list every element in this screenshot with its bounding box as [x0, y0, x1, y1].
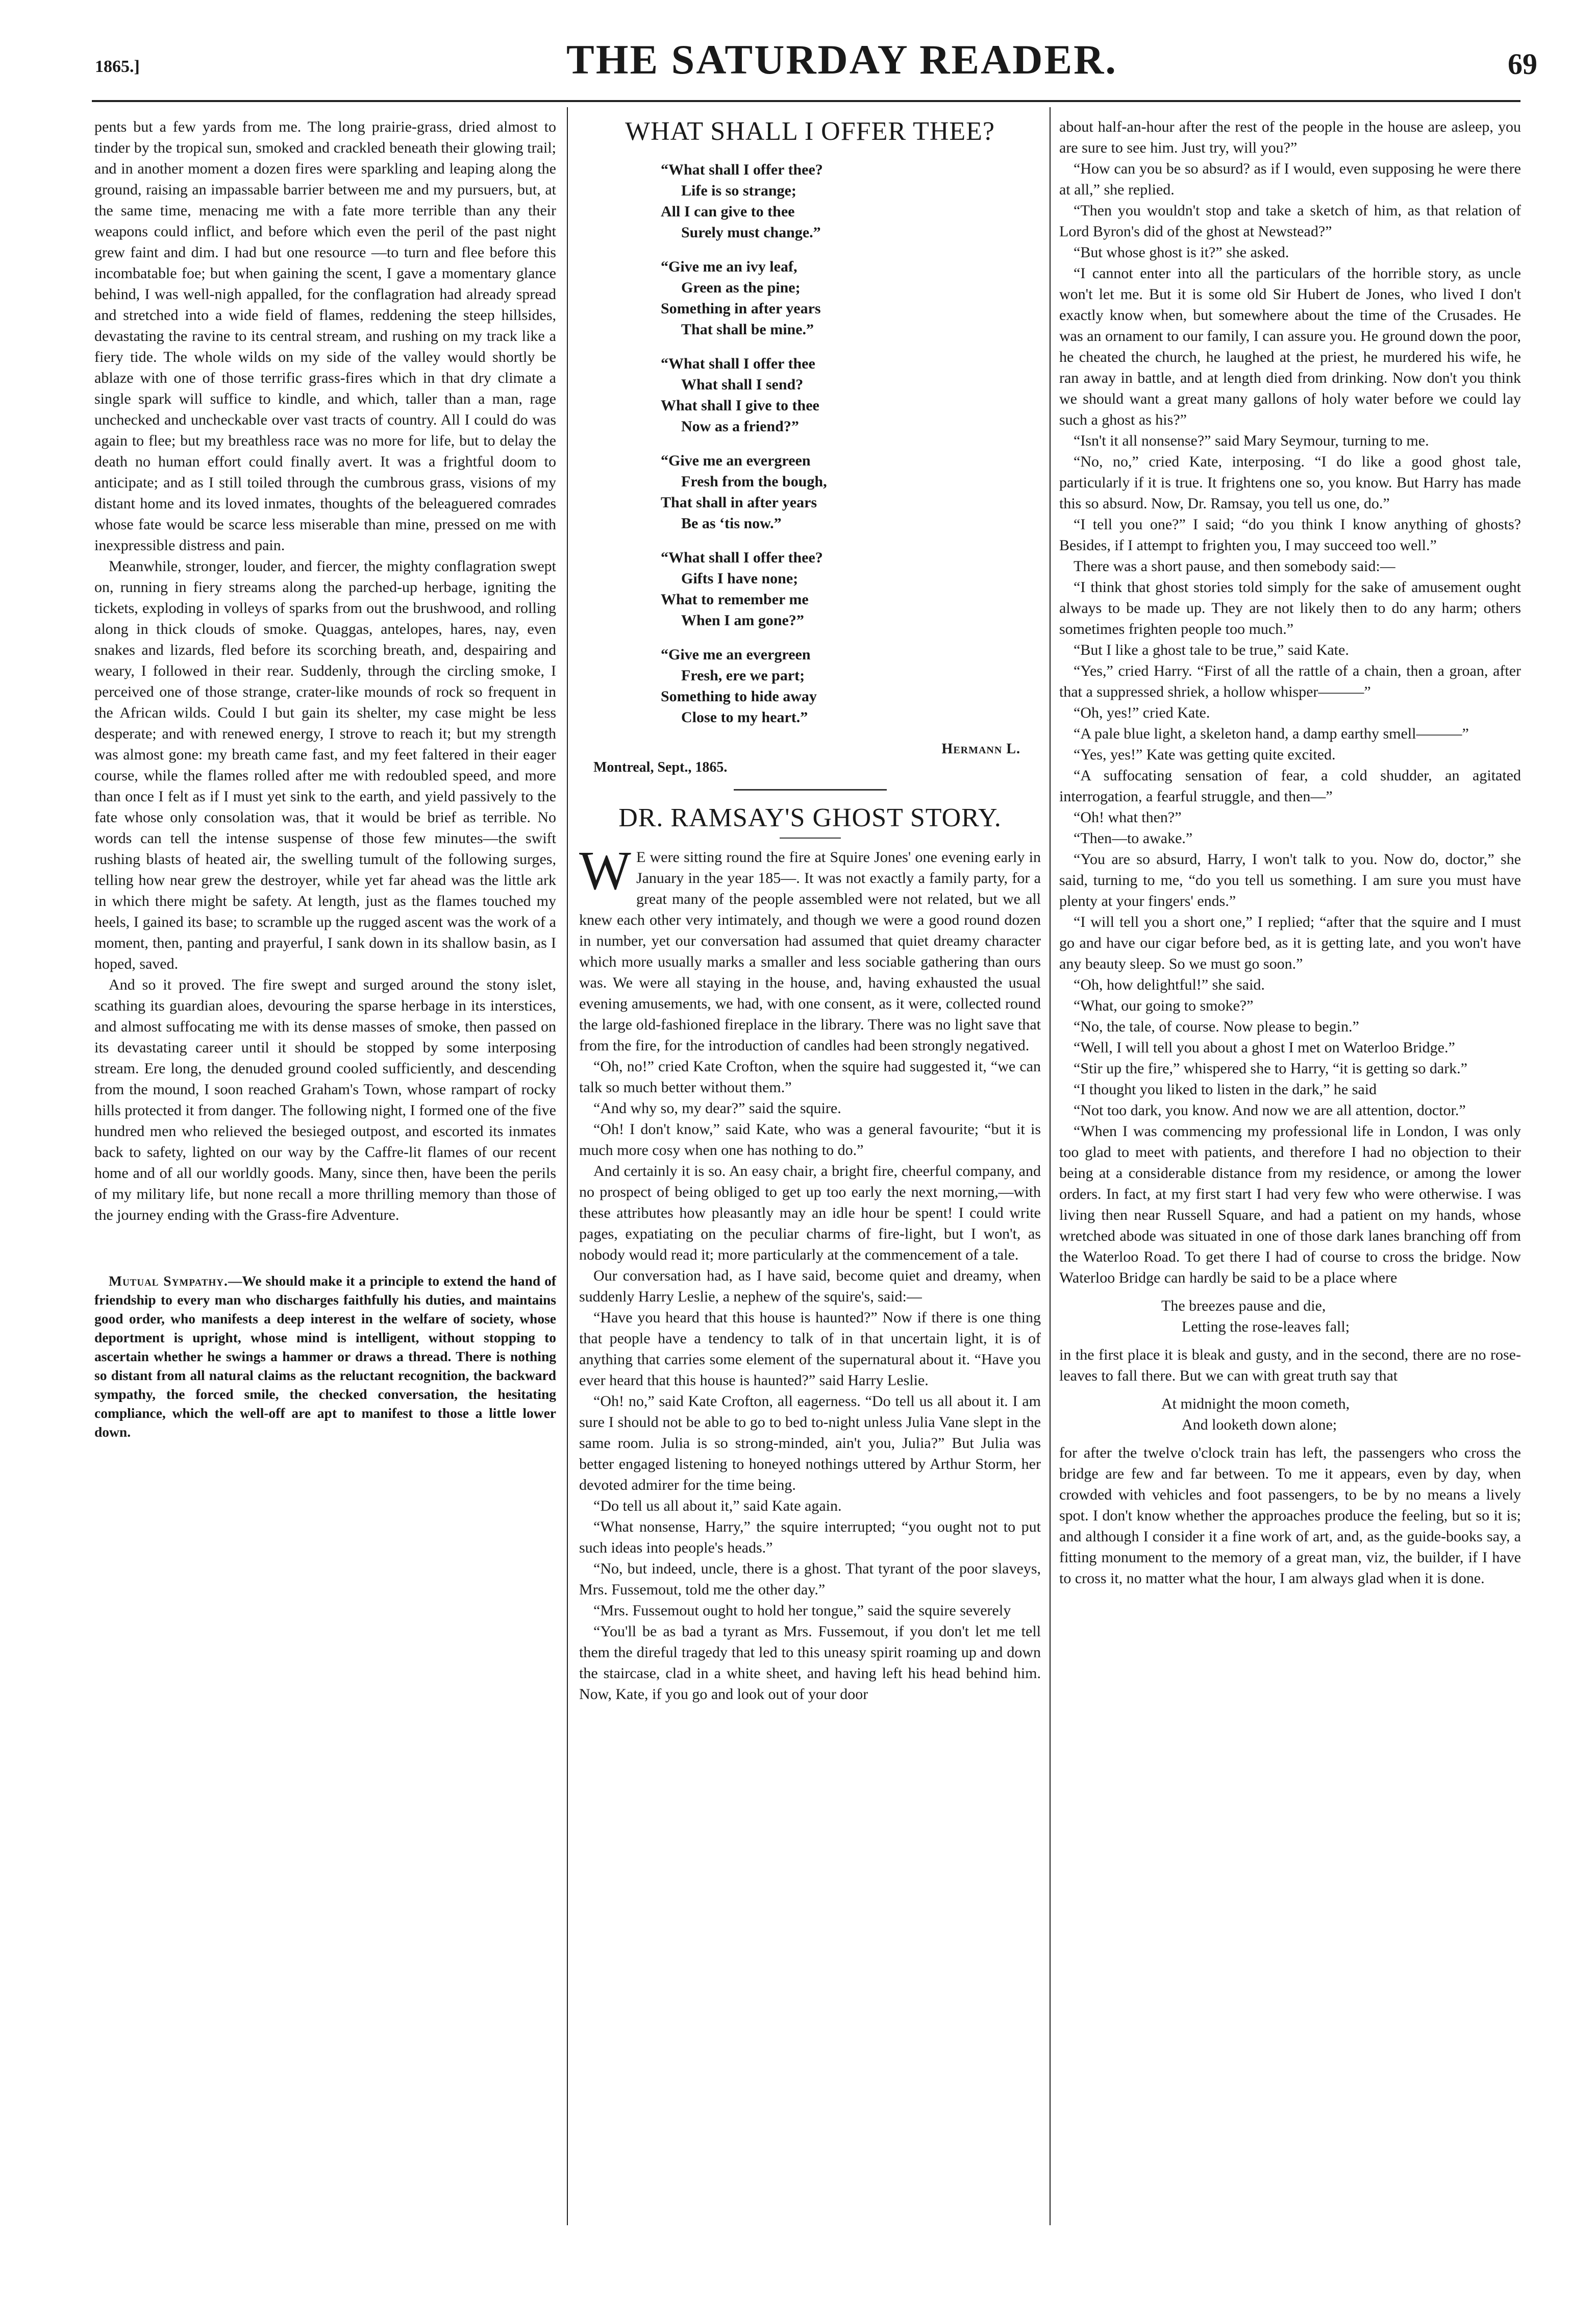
story-paragraph: “Well, I will tell you about a ghost I met on Waterloo Bridge.”: [1074, 1039, 1455, 1056]
story-paragraph: “Oh, no!” cried Kate Crofton, when the squire had suggested it, “we can talk so much better without them.”: [579, 1058, 1041, 1096]
column-divider: [1050, 107, 1051, 2225]
story-paragraph: “And why so, my dear?” said the squire.: [593, 1100, 841, 1117]
grassfire-paragraph: pents but a few yards from me. The long prairie-grass, dried almost to tinder by the tropical sun, smoked and crackled beneath their glowing trail; and in another moment a dozen fires were sparkling and leaping along the ground, raising an impassable barrier between me and my pursuers, but, at the same time, menacing me with a fate more terrible than any their weapons could inflict, and before which even the peril of the past night grew faint and dim. I had but one resource —to turn and flee before this incombatable foe; but when gaining the scent, I gave a momentary glance behind, I was well-nigh appalled, for the conflagration had already spread and stretched into a wide field of flames, reddening the steep hillsides, devastating the ravine to its central stream, and rushing on my track like a fiery tide. The whole wilds on my side of the valley would shortly be ablaze with one of those terrific grass-fires which in that dry climate a single spark will suffice to kindle, and which, taller than a man, rage unchecked and uncheckable over vast tracts of country. All I could do was again to flee; but my breathless race was no more for life, but to delay the death no human effort could finally avert. It was a frightful doom to anticipate; and as I still toiled through the cumbrous grass, visions of my distant home and its loved inmates, thoughts of the beleaguered comrades whose fate would be scarce less miserable than mine, pressed on me with inexpressible distress and pain.: [94, 118, 556, 554]
story-paragraph: “I think that ghost stories told simply for the sake of amusement ought always to be made up. They are not likely then to do any harm; others sometimes frighten people too much.”: [1059, 579, 1521, 637]
story-paragraph: “No, but indeed, uncle, there is a ghost. That tyrant of the poor slaveys, Mrs. Fussemout, told me the other day.”: [579, 1560, 1041, 1598]
poem-line: “Give me an ivy leaf,: [661, 258, 797, 275]
column-1: [94, 116, 556, 1441]
poem-line: “Give me an evergreen: [661, 646, 811, 663]
poem-line: Something in after years: [661, 300, 821, 317]
story-paragraph: “You'll be as bad a tyrant as Mrs. Fussemout, if you don't let me tell them the direful tragedy that led to this uneasy spirit roaming up and down the staircase, clad in a white sheet, and having left his head behind him. Now, Kate, if you go and look out of your door: [579, 1623, 1041, 1703]
verse-line: Letting the rose-leaves fall;: [1182, 1318, 1350, 1335]
poem-line: “What shall I offer thee: [661, 355, 815, 372]
poem-line: Fresh, ere we part;: [681, 667, 805, 684]
story-paragraph: “I tell you one?” I said; “do you think I know anything of ghosts? Besides, if I attempt to frighten you, I may succeed too well.”: [1059, 516, 1521, 554]
story-paragraph: “When I was commencing my professional life in London, I was only too glad to meet with patients, and therefore I had no objection to their being at a considerable distance from my residence, or among the lower orders. In fact, at my first start I had very few who were otherwise. I was living then near Russell Square, and had a patient on my hands, whose wretched abode was situated in one of those dark lanes branching off from the Waterloo Road. To get there I had of course to cross the bridge. Now Waterloo Bridge can hardly be said to be a place where: [1059, 1123, 1521, 1286]
story-paragraph: “Yes, yes!” Kate was getting quite excited.: [1074, 746, 1336, 763]
poem-line: What to remember me: [661, 591, 809, 608]
poem-place-date: Montreal, Sept., 1865.: [593, 759, 728, 775]
poem-line: What shall I send?: [681, 376, 804, 393]
poem-line: That shall be mine.”: [681, 321, 814, 338]
verse-line: And looketh down alone;: [1182, 1416, 1337, 1433]
poem-line: When I am gone?”: [681, 612, 804, 629]
poem-stanza: [661, 450, 1041, 534]
verse-quote: [1161, 1295, 1521, 1337]
column-2: [579, 116, 1041, 1705]
story-paragraph: “Mrs. Fussemout ought to hold her tongue,” said the squire severely: [593, 1602, 1011, 1619]
poem-stanza: [661, 547, 1041, 631]
story-paragraph: “No, the tale, of course. Now please to begin.”: [1074, 1018, 1359, 1035]
story-paragraph: “Stir up the fire,” whispered she to Harry, “it is getting so dark.”: [1074, 1060, 1468, 1077]
page-number: 69: [1508, 47, 1537, 81]
story-paragraph: “Yes,” cried Harry. “First of all the rattle of a chain, then a groan, after that a suppressed shriek, a hollow whisper———”: [1059, 662, 1521, 700]
poem-stanza: [661, 644, 1041, 728]
poem-line: Something to hide away: [661, 688, 817, 705]
story-paragraph: about half-an-hour after the rest of the people in the house are asleep, you are sure to see him. Just try, will you?”: [1059, 118, 1521, 156]
story-opening-paragraph: W E were sitting round the fire at Squire Jones' one evening early in January in the year 185—. It was not exactly a family party, for a great many of the people assembled were not related, but we all knew each other very intimately, and though we were a good round dozen in number, yet our conversation had assumed that quiet dreamy character which more usually marks a smaller and less sociable gathering than ours was. We were all staying in the house, and, having exhausted the usual evening amusements, we had, with one consent, as it were, collected round the large old-fashioned fireplace in the library. There was no light save that from the fire, for the introduction of candles had been strongly negatived.: [579, 841, 1041, 1054]
poem-line: Close to my heart.”: [681, 709, 808, 726]
story-paragraph: “Oh! I don't know,” said Kate, who was a general favourite; “but it is much more cosy when one has nothing to do.”: [579, 1121, 1041, 1159]
story-paragraph: And certainly it is so. An easy chair, a bright fire, cheerful company, and no prospect of being obliged to get up too early the next morning,—with these attributes how pleasantly may an idle hour be spent! I could write pages, expatiating on the peculiar charms of fire-light, but I won't, as nobody would read it; more particularly at the commencement of a tale.: [579, 1163, 1041, 1263]
story-paragraph: “Then—to awake.”: [1074, 830, 1193, 847]
poem-stanza: [661, 353, 1041, 437]
story-paragraph: for after the twelve o'clock train has left, the passengers who cross the bridge are few and far between. To me it appears, even by day, when crowded with vehicles and foot passengers, to be by no means a lively spot. I don't know whether the approaches produce the feeling, but so it is; and although I consider it a fine work of art, and, as the guide-books say, a fitting monument to the memory of a great man, viz, the builder, if I have to cross it, no matter what the hour, I am always glad when it is done.: [1059, 1444, 1521, 1587]
issue-year: 1865.]: [95, 57, 140, 76]
grassfire-paragraph: And so it proved. The fire swept and surged around the stony islet, scathing its guardian aloes, devouring the sparse herbage in its interstices, and almost suffocating me with its dense masses of smoke, then passed on its devastating career until it should be stopped by some interposing stream. Ere long, the denuded ground cooled sufficiently, and descending from the mound, I soon reached Graham's Town, whose rampart of rocky hills protected it from danger. The following night, I formed one of the five hundred men who relieved the besieged outpost, and escorted its inmates back to safety, lighted on our way by the Caffre-lit flames of our recent home and of all our worldly goods. Many, since then, have been the perils of my military life, but none recall a more thrilling memory than those of the journey ending with the Grass-fire Adventure.: [94, 976, 556, 1223]
poem-line: Gifts I have none;: [681, 570, 799, 587]
story-paragraph: “Oh, how delightful!” she said.: [1074, 976, 1265, 993]
story-paragraph: “I cannot enter into all the particulars of the horrible story, as uncle won't let me. But it is some old Sir Hubert de Jones, who lived I don't exactly know when, but somewhere about the time of the Crusades. He was an ornament to our family, I can assure you. He ground down the poor, he cheated the church, he laughed at the priest, he murdered his wife, he ran away in battle, and at length died from drinking. Now don't you think we should want a great many gallons of holy water before we could lay such a ghost as his?”: [1059, 265, 1521, 428]
story-paragraph: “What, our going to smoke?”: [1074, 997, 1254, 1014]
story-paragraph: “Do tell us all about it,” said Kate again.: [593, 1497, 842, 1514]
header-rule: [92, 100, 1520, 102]
story-paragraph: “Isn't it all nonsense?” said Mary Seymour, turning to me.: [1074, 432, 1429, 449]
story-paragraph: “Oh, yes!” cried Kate.: [1074, 704, 1210, 721]
story-paragraph: “No, no,” cried Kate, interposing. “I do like a good ghost tale, particularly if it is true. It frightens one so, you know. But Harry has made this so absurd. Now, Dr. Ramsay, you tell us one, do.”: [1059, 453, 1521, 512]
poem-line: Now as a friend?”: [681, 418, 799, 435]
story-paragraph: There was a short pause, and then somebody said:—: [1074, 558, 1395, 575]
poem-body: [661, 159, 1041, 728]
story-title: DR. RAMSAY'S GHOST STORY.: [618, 803, 1002, 832]
poem-line: That shall in after years: [661, 494, 817, 511]
poem-line: “Give me an evergreen: [661, 452, 811, 469]
poem-line: Be as ‘tis now.”: [681, 515, 782, 532]
story-paragraph: “Oh! no,” said Kate Crofton, all eagerness. “Do tell us all about it. I am sure I should not be able to go to bed to-night unless Julia Vane slept in the same room. Julia is so strong-minded, ain't you, Julia?” But Julia was better engaged listening to honeyed nothings uttered by Arthur Storm, her devoted admirer for the time being.: [579, 1393, 1041, 1493]
poem-line: “What shall I offer thee?: [661, 549, 823, 566]
poem-line: Surely must change.”: [681, 224, 821, 241]
story-paragraph: “I will tell you a short one,” I replied; “after that the squire and I must go and have our cigar before bed, as it is getting late, and you won't have any beauty sleep. So we must go soon.”: [1059, 914, 1521, 972]
verse-quote: [1161, 1393, 1521, 1435]
story-paragraph: “You are so absurd, Harry, I won't talk to you. Now do, doctor,” she said, turning to me, “do you tell us something. I am sure you must have plenty at your fingers' ends.”: [1059, 851, 1521, 909]
story-paragraph: Our conversation had, as I have said, become quiet and dreamy, when suddenly Harry Leslie, a nephew of the squire's, said:—: [579, 1267, 1041, 1305]
section-divider: [734, 789, 887, 791]
poem-title: WHAT SHALL I OFFER THEE?: [625, 117, 995, 146]
poem-line: Fresh from the bough,: [681, 473, 827, 490]
story-paragraph: “But I like a ghost tale to be true,” said Kate.: [1074, 642, 1349, 658]
mutual-sympathy-text: —We should make it a principle to extend the hand of friendship to every man who discharges faithfully his duties, and maintains good order, who manifests a deep interest in the welfare of society, whose deportment is upright, whose mind is intelligent, without stopping to ascertain whether he swings a hammer or draws a thread. There is nothing so distant from all natural claims as the reluctant recognition, the backward sympathy, the forced smile, the checked conversation, the hesitating compliance, which the well-off are apt to manifest to those a little lower down.: [94, 1273, 556, 1440]
poem-line: What shall I give to thee: [661, 397, 819, 414]
poem-stanza: [661, 256, 1041, 340]
story-paragraph: “I thought you liked to listen in the dark,” he said: [1074, 1081, 1377, 1098]
poem-signature: Hermann L.: [941, 741, 1020, 757]
poem-line: All I can give to thee: [661, 203, 795, 220]
story-paragraph: “A pale blue light, a skeleton hand, a damp earthy smell———”: [1074, 725, 1469, 742]
verse-line: The breezes pause and die,: [1161, 1297, 1326, 1314]
story-paragraph: “Have you heard that this house is haunted?” Now if there is one thing that people have a tendency to talk of in that uncertain light, it is of anything that carries some element of the supernatural about it. “Have you ever heard that this house is haunted?” said Harry Leslie.: [579, 1309, 1041, 1389]
story-paragraph: “Oh! what then?”: [1074, 809, 1182, 826]
column-divider: [567, 107, 568, 2225]
poem-line: Life is so strange;: [681, 182, 796, 199]
story-paragraph: “A suffocating sensation of fear, a cold shudder, an agitated interrogation, a fearful struggle, and then—”: [1059, 767, 1521, 805]
story-paragraph: “Not too dark, you know. And now we are all attention, doctor.”: [1074, 1102, 1466, 1119]
mutual-sympathy-heading: Mutual Sympathy.: [109, 1273, 228, 1289]
story-paragraph: “But whose ghost is it?” she asked.: [1074, 244, 1289, 261]
verse-line: At midnight the moon cometh,: [1161, 1395, 1350, 1412]
poem-line: Green as the pine;: [681, 279, 801, 296]
column-3: [1059, 116, 1521, 1589]
grassfire-paragraph: Meanwhile, stronger, louder, and fiercer, the mighty conflagration swept on, running in fiery streams along the parched-up herbage, igniting the tickets, exploding in volleys of sparks from out the brushwood, and rolling along in thick clouds of smoke. Quaggas, antelopes, hares, nay, even snakes and lizards, fled before its scorching breath, and, despairing and weary, I followed in their rear. Suddenly, through the circling smoke, I perceived one of those strange, crater-like mounds of rock so frequent in the African wilds. Could I but gain its shelter, my case might be less desperate; and with renewed energy, I strove to reach it; but my strength was almost gone: my breath came fast, and my feet faltered in their eager course, while the flames rolled after me with redoubled speed, and more than once I felt as if I must yet sink to the earth, and yield passively to the fate whose only consolation was, that it would be brief as terrible. No words can tell the intense suspense of those few minutes—the swift rushing blasts of heated air, the swelling tumult of the following surges, telling how near grew the destroyer, while yet far ahead was the little ark in which there might be safety. At length, just as the flames touched my heels, I gained its base; to scramble up the rugged ascent was the work of a moment, then, panting and prayerful, I sank down in its shallow basin, as I hoped, saved.: [94, 558, 556, 972]
masthead-title: THE SATURDAY READER.: [566, 36, 1117, 83]
drop-cap: W: [579, 841, 631, 901]
story-paragraph: “What nonsense, Harry,” the squire interrupted; “you ought not to put such ideas into people's heads.”: [579, 1518, 1041, 1556]
poem-line: “What shall I offer thee?: [661, 161, 823, 178]
poem-stanza: [661, 159, 1041, 243]
story-paragraph: “How can you be so absurd? as if I would, even supposing he were there at all,” she replied.: [1059, 160, 1521, 198]
story-paragraph: in the first place it is bleak and gusty, and in the second, there are no rose-leaves to fall there. But we can with great truth say that: [1059, 1346, 1521, 1384]
title-underline: [780, 838, 841, 839]
mutual-sympathy-note: [94, 1271, 556, 1441]
story-paragraph: “Then you wouldn't stop and take a sketch of him, as that relation of Lord Byron's did of the ghost at Newstead?”: [1059, 202, 1521, 240]
